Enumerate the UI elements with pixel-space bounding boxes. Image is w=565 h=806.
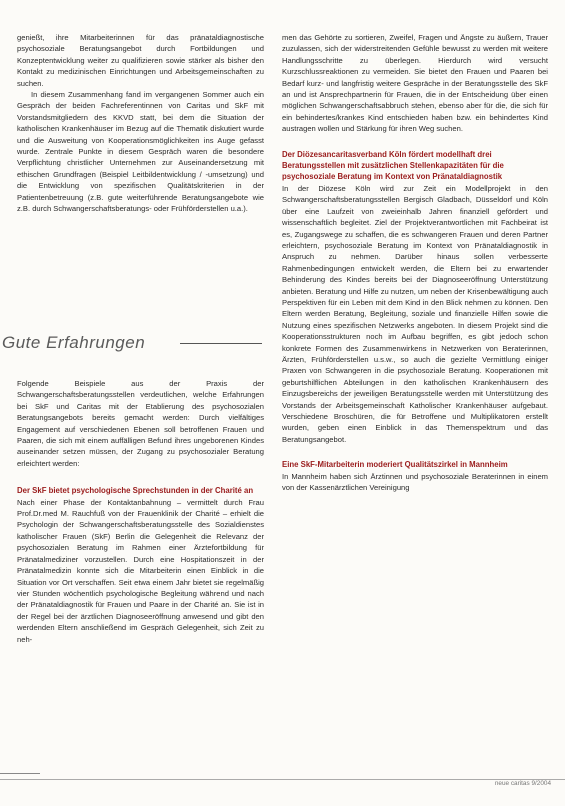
subheading-charite: Der SkF bietet psychologische Sprechstunden in der Charité an [17,486,254,496]
subheading-mannheim: Eine SkF-Mitarbeiterin moderiert Qualitätszirkel in Mannheim [282,460,508,470]
left-column [17,32,264,215]
right-column [282,32,548,493]
koeln-paragraph: In der Diözese Köln wird zur Zeit ein Modellprojekt in den Schwangerschaftsberatungsstellen Bergisch Gladbach, Düsseldorf und Köln über eine Laufzeit von zweieinhalb Jahren finanziell gefördert und wissenschaftlich begleitet. Ziel der Projektverantwortlichen mit Fachbeirat ist es, Zugangswege zu schaffen, die es schwangeren Frauen und deren Partner erleichtern, psychosoziale Beratung im Kontext von Pränataldiagnostik in Anspruch zu nehmen. Darüber hinaus sollen verbesserte Rahmenbedingungen entwickelt werden, die Eltern bei zu erwartender Behinderung des Kindes bereits bei der Diagnoseeröffnung Unterstützung anbieten. Beratung und Hilfe zu nutzen, um neben der Krisenbewältigung auch Perspektiven für ein Leben mit dem Kind in den Blick nehmen zu können. Den Eltern werden Beratung, Begleitung, soziale und finanzielle Hilfen sowie die Nutzung eines spezifischen Netzwerks angeboten. In diesem Projekt sind die Kooperationsstrukturen noch im Aufbau begriffen, es gibt jedoch schon konkrete Formen des Zusammenwirkens in Netzwerken von Beraterinnen, Ärzten, Frühförderstellen u.s.w., so auch die gezielte Vermittlung einiger Praxen von Schwangeren in die psychosoziale Beratung. Kooperationen mit geburtshilflichen Abteilungen in den katholischen Krankenhäusern des Einzugsbereichs der jeweiligen Beratungsstelle werden mit Unterstützung des Vorstands der Arbeitsgemeinschaft Katholischer Krankenhäuser aufgebaut. Verschiedene Broschüren, die für Betroffene und Multiplikatoren erstellt wurden, geben einen Einblick in das Themenspektrum und das Beratungsangebot. [282,183,548,444]
mannheim-paragraph: In Mannheim haben sich Ärztinnen und psychosoziale Beraterinnen in einem von der Kassenärztlichen Vereinigung [282,471,548,493]
charite-paragraph: Nach einer Phase der Kontaktanbahnung – vermittelt durch Frau Prof.Dr.med M. Rauchfuß von der Frauenklinik der Charité – erhielt die Psychologin der Schwangerschaftsberatungsstelle des Sozialdienstes katholischer Frauen (SkF) Berlin die Gelegenheit die Relevanz der psychosozialen Beratung im Rahmen einer Ärztefortbildung für Pränatalmediziner vorzustellen. Durch eine Hospitationszeit in der Pränatalmedizin konnte sich die Mitarbeiterin einen Einblick in die Situation vor Ort verschaffen. Seit etwa einem Jahr bietet sie regelmäßig vier Stunden wöchentlich psychologische Begleitung während und nach der Pränataldiagnostik für Frauen und Paare in der Charité an. Sie ist in der Regel bei der ärztlichen Diagnoseeröffnung anwesend und gibt den werdenden Eltern anschließend im Gespräch Gelegenheit, sich Zeit zu neh- [17,497,264,644]
section-heading-rule [180,343,262,344]
section-heading: Gute Erfahrungen [2,333,146,352]
left-column-lower [17,378,264,645]
footer-left-rule [0,773,40,774]
right-paragraph-1: men das Gehörte zu sortieren, Zweifel, Fragen und Ängste zu äußern, Trauer zuzulassen, sich der widerstreitenden Gefühle bewusst zu werden mit weitere Handlungsschritte zu überlegen. Hierdurch wird versucht Kurzschlussreaktionen zu vermeiden. Sie bietet den Frauen und Paaren bei Bedarf kurz- und langfristig weitere Gespräche in der Beratungsstelle des SkF an und ist Ansprechpartnerin für Frauen, die in der Entscheidung über einen möglichen Schwangerschaftsabbruch stehen, ebenso aber für die, die sich für ein behindertes/krankes Kind entschieden haben bzw. ein behindertes Kind austragen wollen und Stärkung für ihren Weg suchen. [282,33,548,134]
left-paragraph-2: In diesem Zusammenhang fand im vergangenen Sommer auch ein Gespräch der beiden Fachreferentinnen von Caritas und SkF mit Vorstandsmitgliedern des KKVD statt, bei dem die Situation der katholischen Krankenhäuser im Bezug auf die Thematik diskutiert wurde und die Ausweitung von Kooperationsmöglichkeiten ins Auge gefasst wurde. Zentrale Punkte in diesem Gespräch waren die besondere Verpflichtung christlicher Unternehmen zur Auseinandersetzung mit ethischen Grundfragen (Beispiel Leitbildentwicklung / -umsetzung) und die Entwicklung von spezifischen Qualitätskriterien in der Patientenbetreuung (z.B. gute weiterführende Beratungsangebote wie z.B. durch Schwangerschaftsberatungs- oder Frühförderstellen u.a.). [17,90,264,214]
left-paragraph-1: genießt, ihre Mitarbeiterinnen für das pränataldiagnostische psychosoziale Beratungsangebot durch Fortbildungen und Konzeptentwicklung weiter zu qualifizieren sowie stärker als bisher den Kontakt zu medizinischen Einrichtungen und Arbeitsgemeinschaften zu suchen. [17,33,264,88]
subheading-koeln: Der Diözesancaritasverband Köln fördert modellhaft drei Beratungsstellen mit zusätzlichen Stellenkapazitäten für die psychosoziale Beratung im Kontext von Pränataldiagnostik [282,149,504,182]
footer-rule [0,779,565,780]
footer-publication: neue caritas 9/2004 [494,780,551,787]
section-intro-paragraph: Folgende Beispiele aus der Praxis der Schwangerschaftsberatungsstellen verdeutlichen, welche Erfahrungen bei SkF und Caritas mit der Etablierung des psychosozialen Beratungsangebots bereits gemacht werden: Durch vielfältiges Engagement auf verschiedenen Ebenen soll betroffenen Frauen und Paaren, die sich mit einem auffälligen Befund ihres ungeborenen Kindes auseinander setzen müssen, der Zugang zu psychosozialer Beratung erleichtert werden: [17,379,264,468]
